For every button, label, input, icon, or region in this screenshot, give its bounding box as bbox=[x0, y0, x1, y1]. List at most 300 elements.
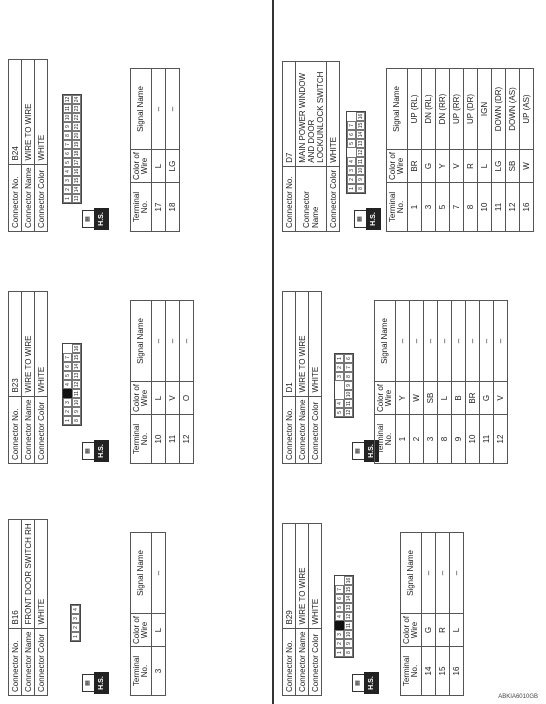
pin-row bbox=[63, 95, 72, 203]
pin-cell: 3 bbox=[63, 176, 72, 185]
pin-cell: 6 bbox=[63, 149, 72, 158]
pin-table-b16 bbox=[130, 532, 166, 696]
pin-cell: 12 bbox=[358, 149, 364, 156]
pin-cell: 1 bbox=[63, 194, 72, 203]
connector-panel-b16 bbox=[8, 519, 48, 696]
hs-label: H.S. bbox=[94, 208, 109, 230]
header-terminal-no: Terminal No. bbox=[131, 415, 152, 464]
figure-code: ABKIA6010GB bbox=[498, 694, 538, 700]
cell-signal: DOWN (DR) bbox=[492, 69, 506, 150]
connector-name: WIRE TO WIRE bbox=[22, 291, 35, 396]
header-table bbox=[8, 519, 48, 696]
cell-terminal: 8 bbox=[438, 415, 452, 464]
cell-terminal: 11 bbox=[166, 415, 180, 464]
cell-wire-color: G bbox=[422, 150, 436, 183]
cell-signal: – bbox=[424, 301, 438, 382]
connector-diagram-b23 bbox=[62, 343, 82, 426]
pin-cell: 4 bbox=[71, 605, 80, 614]
connector-diagram-b24 bbox=[62, 94, 82, 204]
header-signal-name: Signal Name bbox=[131, 533, 152, 614]
cell-terminal: 12 bbox=[506, 183, 520, 232]
table-row bbox=[466, 301, 480, 464]
pin-cell: 9 bbox=[344, 639, 353, 648]
pin-cell: 22 bbox=[74, 114, 80, 121]
label-connector-no: Connector No. bbox=[283, 628, 296, 695]
connector-panel-b23 bbox=[8, 291, 48, 464]
pin-row bbox=[72, 95, 81, 203]
cell-terminal: 10 bbox=[152, 415, 166, 464]
cell-signal: UP (RR) bbox=[450, 69, 464, 150]
cell-terminal: 10 bbox=[466, 415, 480, 464]
cell-signal: DN (RR) bbox=[436, 69, 450, 150]
pin-cell: 3 bbox=[335, 372, 344, 381]
pin-cell: 4 bbox=[63, 167, 72, 176]
pin-cell: 7 bbox=[63, 140, 72, 149]
header-signal-name: Signal Name bbox=[131, 69, 152, 150]
pin-cell: 18 bbox=[74, 150, 80, 157]
cell-signal: – bbox=[166, 301, 180, 382]
pin-row bbox=[72, 344, 81, 425]
label-connector-name: Connector Name bbox=[22, 164, 35, 231]
pin-cell: 10 bbox=[65, 114, 71, 121]
pin-cell: 2 bbox=[335, 639, 344, 648]
connector-no: D1 bbox=[283, 291, 296, 396]
header-terminal-no: Terminal No. bbox=[375, 415, 396, 464]
table-row bbox=[424, 301, 438, 464]
pin-cell: 7 bbox=[344, 363, 353, 372]
connector-color: WHITE bbox=[309, 523, 322, 628]
header-terminal-no: Terminal No. bbox=[387, 183, 408, 232]
pin-cell: 10 bbox=[346, 631, 352, 638]
pin-cell: 14 bbox=[358, 131, 364, 138]
label-connector-color: Connector Color bbox=[309, 396, 322, 463]
table-row bbox=[480, 301, 494, 464]
pin-row bbox=[344, 354, 353, 417]
cell-wire-color: G bbox=[422, 614, 436, 647]
pin-cell: 13 bbox=[74, 195, 80, 202]
cell-wire-color: G bbox=[480, 382, 494, 415]
cell-terminal: 17 bbox=[152, 183, 166, 232]
hs-icon bbox=[82, 672, 112, 694]
pin-cell: 11 bbox=[74, 390, 80, 397]
hs-icon bbox=[82, 440, 112, 462]
cell-wire-color: LG bbox=[166, 150, 180, 183]
cell-signal: UP (DR) bbox=[464, 69, 478, 150]
pin-cell: 2 bbox=[347, 175, 356, 184]
header-wire-color: Color of Wire bbox=[401, 614, 422, 647]
cell-signal: – bbox=[152, 301, 166, 382]
pin-cell: 15 bbox=[358, 122, 364, 129]
pin-cell: 8 bbox=[344, 648, 353, 657]
cell-signal: – bbox=[450, 533, 464, 614]
cell-terminal: 8 bbox=[464, 183, 478, 232]
pin-row bbox=[63, 344, 72, 425]
cell-terminal: 9 bbox=[452, 415, 466, 464]
header-wire-color: Color of Wire bbox=[131, 150, 152, 183]
label-connector-name: Connector Name bbox=[22, 396, 35, 463]
cell-wire-color: LG bbox=[492, 150, 506, 183]
key-gap bbox=[335, 390, 344, 399]
cell-wire-color: V bbox=[494, 382, 508, 415]
header-wire-color: Color of Wire bbox=[375, 382, 396, 415]
pin-cell: 23 bbox=[74, 105, 80, 112]
connector-glyph-icon: ▦ bbox=[352, 674, 365, 692]
connector-diagram-d1 bbox=[334, 353, 354, 418]
pin-cell: 7 bbox=[63, 353, 72, 362]
pin-cell: 14 bbox=[74, 186, 80, 193]
cell-terminal: 10 bbox=[478, 183, 492, 232]
cell-signal: UP (RL) bbox=[408, 69, 422, 150]
cell-signal: DN (RL) bbox=[422, 69, 436, 150]
cell-wire-color: V bbox=[166, 382, 180, 415]
cell-wire-color: L bbox=[152, 614, 166, 647]
cell-terminal: 16 bbox=[520, 183, 534, 232]
connector-no: B23 bbox=[9, 291, 22, 396]
table-row bbox=[450, 533, 464, 696]
cell-terminal: 3 bbox=[424, 415, 438, 464]
header-wire-color: Color of Wire bbox=[131, 382, 152, 415]
pin-cell: 5 bbox=[335, 603, 344, 612]
pin-cell: 1 bbox=[335, 354, 344, 363]
cell-wire-color: BR bbox=[408, 150, 422, 183]
pin-cell: 6 bbox=[347, 130, 356, 139]
table-row bbox=[166, 301, 180, 464]
cell-signal: – bbox=[466, 301, 480, 382]
pin-row bbox=[347, 112, 356, 193]
cell-signal: – bbox=[180, 301, 194, 382]
hs-label: H.S. bbox=[94, 672, 109, 694]
cell-wire-color: O bbox=[180, 382, 194, 415]
cell-terminal: 12 bbox=[494, 415, 508, 464]
table-row bbox=[152, 533, 166, 696]
cell-wire-color: R bbox=[464, 150, 478, 183]
table-row bbox=[152, 69, 166, 232]
pin-cell: 12 bbox=[74, 381, 80, 388]
pin-cell: 11 bbox=[65, 105, 71, 112]
label-connector-name: Connector Name bbox=[296, 166, 327, 231]
hs-label: H.S. bbox=[364, 440, 379, 462]
connector-name: MAIN POWER WINDOW AND DOOR LOCK/UNLOCK SWITCH bbox=[296, 61, 327, 166]
header-terminal-no: Terminal No. bbox=[131, 647, 152, 696]
cell-terminal: 15 bbox=[436, 647, 450, 696]
pin-cell: 3 bbox=[347, 166, 356, 175]
pin-cell: 11 bbox=[346, 622, 352, 629]
table-row bbox=[478, 69, 492, 232]
table-row bbox=[450, 69, 464, 232]
cell-wire-color: W bbox=[410, 382, 424, 415]
pin-cell: 8 bbox=[63, 131, 72, 140]
pin-cell: 3 bbox=[335, 630, 344, 639]
label-connector-name: Connector Name bbox=[296, 396, 309, 463]
pin-cell: 19 bbox=[74, 141, 80, 148]
cell-wire-color: L bbox=[152, 382, 166, 415]
connector-glyph-icon: ▦ bbox=[354, 210, 367, 228]
connector-diagram-b29 bbox=[334, 575, 354, 658]
cell-terminal: 11 bbox=[492, 183, 506, 232]
connector-glyph-icon: ▦ bbox=[82, 674, 95, 692]
connector-color: WHITE bbox=[327, 61, 340, 166]
cell-wire-color: R bbox=[436, 614, 450, 647]
pin-cell: 16 bbox=[74, 168, 80, 175]
pin-table-b23 bbox=[130, 300, 194, 464]
pin-table-d1 bbox=[374, 300, 508, 464]
cell-wire-color: V bbox=[450, 150, 464, 183]
pin-cell: 9 bbox=[63, 122, 72, 131]
pin-cell: 17 bbox=[74, 159, 80, 166]
pin-table-b29 bbox=[400, 532, 464, 696]
connector-panel-d7 bbox=[282, 61, 340, 232]
pin-cell: 9 bbox=[344, 381, 353, 390]
connector-no: B29 bbox=[283, 523, 296, 628]
pin-cell: 5 bbox=[63, 158, 72, 167]
pin-row bbox=[71, 605, 80, 641]
cell-signal: – bbox=[436, 533, 450, 614]
connector-name: FRONT DOOR SWITCH RH bbox=[22, 520, 35, 628]
connector-panel-d1 bbox=[282, 291, 322, 464]
pin-cell: 1 bbox=[63, 416, 72, 425]
pin-row bbox=[335, 576, 344, 657]
cell-terminal: 11 bbox=[480, 415, 494, 464]
cell-signal: – bbox=[494, 301, 508, 382]
pin-cell: 24 bbox=[74, 96, 80, 103]
pin-row bbox=[356, 112, 365, 193]
cell-signal: – bbox=[438, 301, 452, 382]
pin-cell: 1 bbox=[347, 184, 356, 193]
cell-terminal: 3 bbox=[422, 183, 436, 232]
header-terminal-no: Terminal No. bbox=[401, 647, 422, 696]
pin-row bbox=[344, 576, 353, 657]
cell-wire-color: L bbox=[478, 150, 492, 183]
cell-signal: DOWN (AS) bbox=[506, 69, 520, 150]
pin-cell: 15 bbox=[74, 177, 80, 184]
pin-cell: 14 bbox=[74, 363, 80, 370]
connector-name: WIRE TO WIRE bbox=[22, 59, 35, 164]
pin-cell: 8 bbox=[356, 184, 365, 193]
hs-label: H.S. bbox=[364, 672, 379, 694]
pin-cell: 5 bbox=[347, 139, 356, 148]
hs-icon bbox=[354, 208, 384, 230]
table-row bbox=[464, 69, 478, 232]
cell-wire-color: L bbox=[152, 150, 166, 183]
table-row bbox=[436, 69, 450, 232]
cell-terminal: 12 bbox=[180, 415, 194, 464]
table-row bbox=[452, 301, 466, 464]
pin-cell: 15 bbox=[74, 354, 80, 361]
pin-row bbox=[335, 354, 344, 417]
connector-glyph-icon: ▦ bbox=[82, 442, 95, 460]
header-signal-name: Signal Name bbox=[131, 301, 152, 382]
key-block bbox=[335, 621, 344, 630]
cell-wire-color: L bbox=[450, 614, 464, 647]
cell-wire-color: Y bbox=[436, 150, 450, 183]
table-row bbox=[422, 533, 436, 696]
cell-signal: – bbox=[410, 301, 424, 382]
label-connector-color: Connector Color bbox=[35, 164, 48, 231]
pin-cell: 4 bbox=[335, 612, 344, 621]
key-gap bbox=[347, 148, 356, 157]
label-connector-no: Connector No. bbox=[9, 164, 22, 231]
header-signal-name: Signal Name bbox=[375, 301, 396, 382]
label-connector-color: Connector Color bbox=[35, 628, 48, 695]
pin-cell: 2 bbox=[71, 623, 80, 632]
table-row bbox=[422, 69, 436, 232]
pin-cell: 12 bbox=[346, 613, 352, 620]
pin-cell: 3 bbox=[63, 398, 72, 407]
pin-cell: 5 bbox=[63, 371, 72, 380]
cell-wire-color: BR bbox=[466, 382, 480, 415]
connector-glyph-icon: ▦ bbox=[82, 210, 95, 228]
hs-label: H.S. bbox=[366, 208, 381, 230]
pin-cell: 7 bbox=[335, 585, 344, 594]
hs-icon bbox=[352, 672, 382, 694]
pin-cell: 11 bbox=[346, 400, 352, 407]
pin-cell: 5 bbox=[335, 408, 344, 417]
cell-wire-color: B bbox=[452, 382, 466, 415]
pin-table-b24 bbox=[130, 68, 180, 232]
table-row bbox=[152, 301, 166, 464]
connector-panel-b29 bbox=[282, 523, 322, 696]
connector-no: B24 bbox=[9, 59, 22, 164]
label-connector-no: Connector No. bbox=[283, 396, 296, 463]
pin-cell: 20 bbox=[74, 132, 80, 139]
header-wire-color: Color of Wire bbox=[131, 614, 152, 647]
cell-terminal: 2 bbox=[410, 415, 424, 464]
hs-label: H.S. bbox=[94, 440, 109, 462]
cell-signal: UP (AS) bbox=[520, 69, 534, 150]
pin-cell: 9 bbox=[72, 407, 81, 416]
pin-cell: 4 bbox=[347, 157, 356, 166]
table-row bbox=[506, 69, 520, 232]
header-terminal-no: Terminal No. bbox=[131, 183, 152, 232]
label-connector-color: Connector Color bbox=[35, 396, 48, 463]
connector-diagram-d7 bbox=[346, 111, 366, 194]
pin-cell: 10 bbox=[346, 391, 352, 398]
connector-color: WHITE bbox=[35, 291, 48, 396]
label-connector-name: Connector Name bbox=[22, 628, 35, 695]
table-row bbox=[166, 69, 180, 232]
table-row bbox=[438, 301, 452, 464]
pin-cell: 12 bbox=[346, 409, 352, 416]
pin-cell: 11 bbox=[358, 158, 364, 165]
pin-cell: 2 bbox=[63, 407, 72, 416]
cell-terminal: 16 bbox=[450, 647, 464, 696]
pin-cell: 2 bbox=[63, 185, 72, 194]
table-row bbox=[492, 69, 506, 232]
cell-terminal: 14 bbox=[422, 647, 436, 696]
label-connector-no: Connector No. bbox=[283, 166, 296, 231]
cell-signal: – bbox=[166, 69, 180, 150]
pin-cell: 3 bbox=[71, 614, 80, 623]
cell-terminal: 18 bbox=[166, 183, 180, 232]
cell-wire-color: W bbox=[520, 150, 534, 183]
header-signal-name: Signal Name bbox=[401, 533, 422, 614]
pin-cell: 13 bbox=[346, 604, 352, 611]
cell-wire-color: Y bbox=[396, 382, 410, 415]
connector-glyph-icon: ▦ bbox=[352, 442, 365, 460]
pin-cell: 6 bbox=[63, 362, 72, 371]
cell-wire-color: SB bbox=[506, 150, 520, 183]
pin-cell: 4 bbox=[63, 380, 72, 389]
key-block bbox=[63, 389, 72, 398]
pin-cell: 16 bbox=[358, 113, 364, 120]
label-connector-no: Connector No. bbox=[9, 396, 22, 463]
connector-no: D7 bbox=[283, 61, 296, 166]
connector-color: WHITE bbox=[309, 291, 322, 396]
cell-terminal: 7 bbox=[450, 183, 464, 232]
pin-cell: 15 bbox=[346, 586, 352, 593]
table-row bbox=[408, 69, 422, 232]
pin-cell: 1 bbox=[71, 632, 80, 641]
pin-cell: 7 bbox=[347, 121, 356, 130]
cell-wire-color: L bbox=[438, 382, 452, 415]
table-row bbox=[520, 69, 534, 232]
connector-no: B16 bbox=[9, 520, 22, 628]
pin-cell: 10 bbox=[74, 399, 80, 406]
cell-terminal: 3 bbox=[152, 647, 166, 696]
pin-cell: 12 bbox=[65, 96, 71, 103]
table-row bbox=[494, 301, 508, 464]
pin-table-d7 bbox=[386, 68, 534, 232]
cell-signal: IGN bbox=[478, 69, 492, 150]
pin-cell: 13 bbox=[358, 140, 364, 147]
cell-signal: – bbox=[480, 301, 494, 382]
cell-signal: – bbox=[152, 533, 166, 614]
pin-cell: 1 bbox=[335, 648, 344, 657]
cell-terminal: 1 bbox=[396, 415, 410, 464]
pin-cell: 13 bbox=[74, 372, 80, 379]
pin-cell: 2 bbox=[335, 363, 344, 372]
connector-diagram-b16 bbox=[70, 604, 81, 642]
cell-signal: – bbox=[396, 301, 410, 382]
table-row bbox=[396, 301, 410, 464]
hs-icon bbox=[82, 208, 112, 230]
header-signal-name: Signal Name bbox=[387, 69, 408, 150]
key-gap bbox=[335, 381, 344, 390]
label-connector-color: Connector Color bbox=[327, 166, 340, 231]
cell-terminal: 1 bbox=[408, 183, 422, 232]
pin-cell: 9 bbox=[356, 175, 365, 184]
label-connector-no: Connector No. bbox=[9, 628, 22, 695]
pin-cell: 16 bbox=[74, 345, 80, 352]
connector-name: WIRE TO WIRE bbox=[296, 291, 309, 396]
table-row bbox=[410, 301, 424, 464]
panel-divider bbox=[272, 0, 274, 704]
pin-cell: 21 bbox=[74, 123, 80, 130]
pin-cell: 16 bbox=[346, 577, 352, 584]
label-connector-color: Connector Color bbox=[309, 628, 322, 695]
table-row bbox=[180, 301, 194, 464]
pin-cell: 6 bbox=[344, 354, 353, 363]
pin-cell: 14 bbox=[346, 595, 352, 602]
cell-signal: – bbox=[152, 69, 166, 150]
connector-color: WHITE bbox=[35, 520, 48, 628]
pin-cell: 8 bbox=[344, 372, 353, 381]
label-connector-name: Connector Name bbox=[296, 628, 309, 695]
pin-cell: 10 bbox=[358, 167, 364, 174]
connector-name: WIRE TO WIRE bbox=[296, 523, 309, 628]
cell-signal: – bbox=[452, 301, 466, 382]
cell-signal: – bbox=[422, 533, 436, 614]
connector-color: WHITE bbox=[35, 59, 48, 164]
cell-wire-color: SB bbox=[424, 382, 438, 415]
pin-cell: 4 bbox=[335, 399, 344, 408]
pin-cell: 6 bbox=[335, 594, 344, 603]
cell-terminal: 5 bbox=[436, 183, 450, 232]
pin-cell: 8 bbox=[72, 416, 81, 425]
connector-panel-b24 bbox=[8, 59, 48, 232]
table-row bbox=[436, 533, 450, 696]
header-wire-color: Color of Wire bbox=[387, 150, 408, 183]
